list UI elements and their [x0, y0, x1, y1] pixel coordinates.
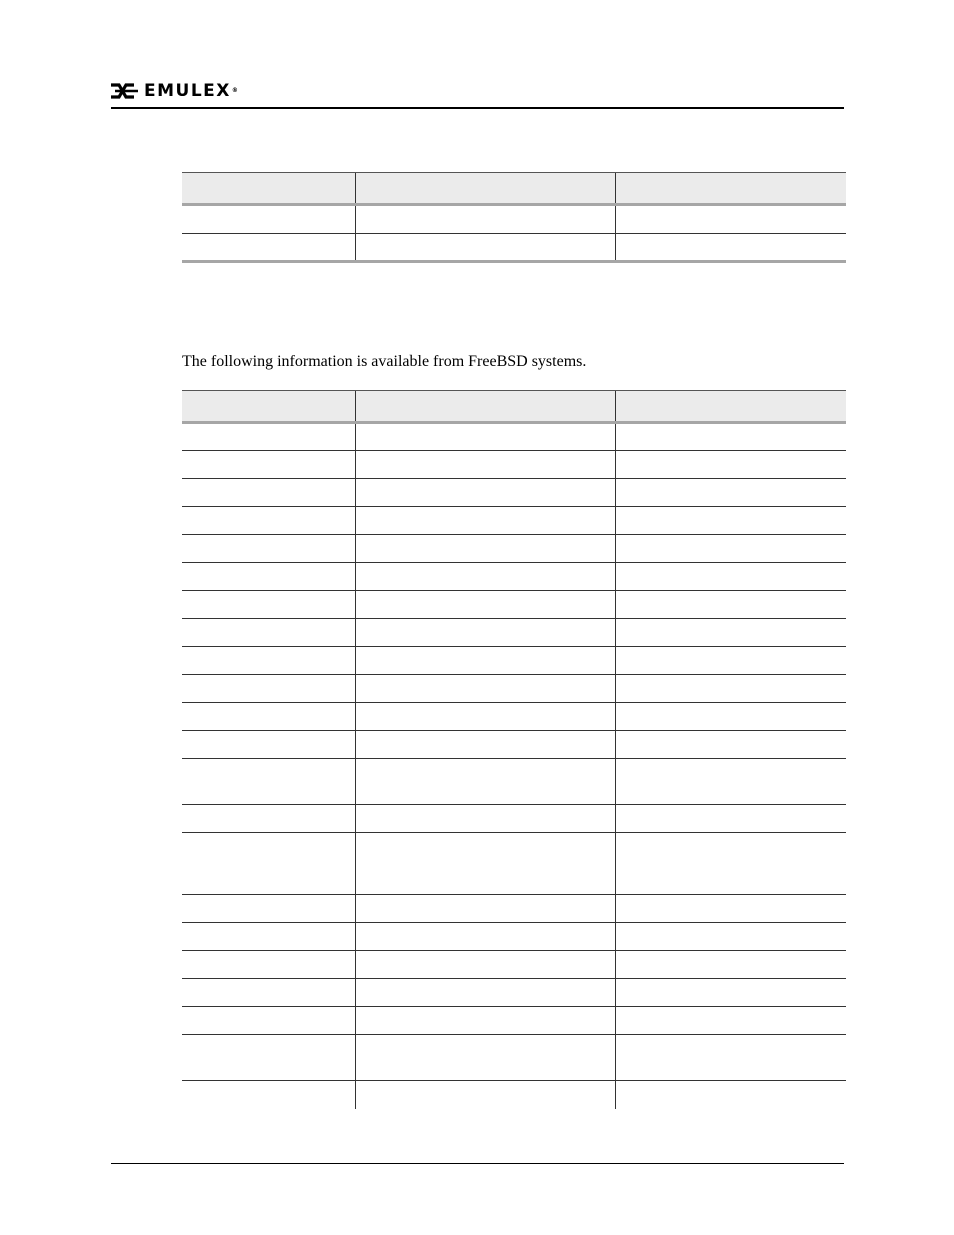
table-cell	[182, 535, 355, 563]
table-cell	[355, 703, 615, 731]
table-cell	[615, 731, 846, 759]
table-cell	[182, 563, 355, 591]
table-cell	[182, 805, 355, 833]
table-cell	[615, 591, 846, 619]
table-cell	[615, 951, 846, 979]
table-cell	[355, 647, 615, 675]
table-row	[182, 731, 846, 759]
table-cell	[355, 833, 615, 895]
table-cell	[182, 507, 355, 535]
table-cell	[355, 535, 615, 563]
table-cell	[355, 479, 615, 507]
table-row	[182, 703, 846, 731]
table-cell	[615, 479, 846, 507]
column-header	[355, 391, 615, 423]
table-cell	[615, 833, 846, 895]
table-row	[182, 675, 846, 703]
emulex-logo	[111, 82, 239, 100]
table-cell	[355, 923, 615, 951]
table-cell	[355, 619, 615, 647]
table-cell	[182, 1007, 355, 1035]
table-cell	[182, 703, 355, 731]
table-row	[182, 479, 846, 507]
attribute-table-1	[182, 172, 846, 263]
freebsd-attribute-table	[182, 390, 846, 1109]
table-cell	[182, 234, 355, 262]
column-header	[182, 391, 355, 423]
table-row	[182, 234, 846, 262]
table-cell	[355, 563, 615, 591]
table-cell	[615, 1035, 846, 1081]
table-cell	[182, 423, 355, 451]
table-cell	[355, 507, 615, 535]
table-cell	[615, 535, 846, 563]
table-row	[182, 895, 846, 923]
table-cell	[182, 759, 355, 805]
table-cell	[615, 647, 846, 675]
table-cell	[182, 1081, 355, 1109]
brand-name: EMULEX®	[144, 81, 240, 101]
table-cell	[355, 205, 615, 234]
table-row	[182, 833, 846, 895]
table-cell	[182, 591, 355, 619]
table-cell	[615, 1007, 846, 1035]
table-cell	[615, 703, 846, 731]
table-cell	[182, 205, 355, 234]
intro-paragraph: The following information is available from FreeBSD systems.	[182, 353, 587, 370]
table-row	[182, 979, 846, 1007]
table-cell	[355, 1007, 615, 1035]
table-cell	[182, 619, 355, 647]
table-cell	[355, 1081, 615, 1109]
emulex-crossed-arrows-icon	[111, 83, 138, 99]
table-cell	[355, 591, 615, 619]
table-cell	[615, 895, 846, 923]
table-header-row	[182, 391, 846, 423]
table-cell	[182, 731, 355, 759]
footer-rule	[111, 1163, 844, 1164]
table-row	[182, 951, 846, 979]
table-row	[182, 451, 846, 479]
table-cell	[355, 1035, 615, 1081]
table-cell	[615, 234, 846, 262]
table-cell	[355, 951, 615, 979]
table-row	[182, 1081, 846, 1109]
column-header	[182, 173, 355, 205]
table-row	[182, 619, 846, 647]
table-row	[182, 535, 846, 563]
table-cell	[182, 923, 355, 951]
table-cell	[615, 805, 846, 833]
table-row	[182, 647, 846, 675]
table-row	[182, 805, 846, 833]
table-cell	[615, 619, 846, 647]
column-header	[615, 173, 846, 205]
table-cell	[182, 833, 355, 895]
table-row	[182, 507, 846, 535]
table-cell	[355, 759, 615, 805]
table-cell	[355, 234, 615, 262]
table-cell	[182, 675, 355, 703]
table-cell	[182, 979, 355, 1007]
table-cell	[182, 895, 355, 923]
table-cell	[615, 759, 846, 805]
table-cell	[355, 451, 615, 479]
table-cell	[182, 479, 355, 507]
table-header-row	[182, 173, 846, 205]
table-cell	[615, 675, 846, 703]
table-row	[182, 1035, 846, 1081]
table-cell	[182, 451, 355, 479]
table-cell	[615, 979, 846, 1007]
table-row	[182, 923, 846, 951]
table-cell	[615, 1081, 846, 1109]
table-cell	[355, 805, 615, 833]
table-row	[182, 423, 846, 451]
table-cell	[182, 647, 355, 675]
table-cell	[615, 563, 846, 591]
table-cell	[182, 1035, 355, 1081]
table-cell	[182, 951, 355, 979]
header-rule	[111, 107, 844, 109]
table-cell	[355, 675, 615, 703]
table-cell	[355, 979, 615, 1007]
table-cell	[615, 423, 846, 451]
table-cell	[615, 923, 846, 951]
table-cell	[355, 731, 615, 759]
table-row	[182, 591, 846, 619]
table-cell	[355, 895, 615, 923]
table-row	[182, 205, 846, 234]
table-cell	[615, 205, 846, 234]
table-row	[182, 563, 846, 591]
column-header	[615, 391, 846, 423]
table-cell	[355, 423, 615, 451]
registered-mark: ®	[231, 87, 240, 94]
table-cell	[615, 451, 846, 479]
table-cell	[615, 507, 846, 535]
column-header	[355, 173, 615, 205]
table-row	[182, 759, 846, 805]
table-row	[182, 1007, 846, 1035]
